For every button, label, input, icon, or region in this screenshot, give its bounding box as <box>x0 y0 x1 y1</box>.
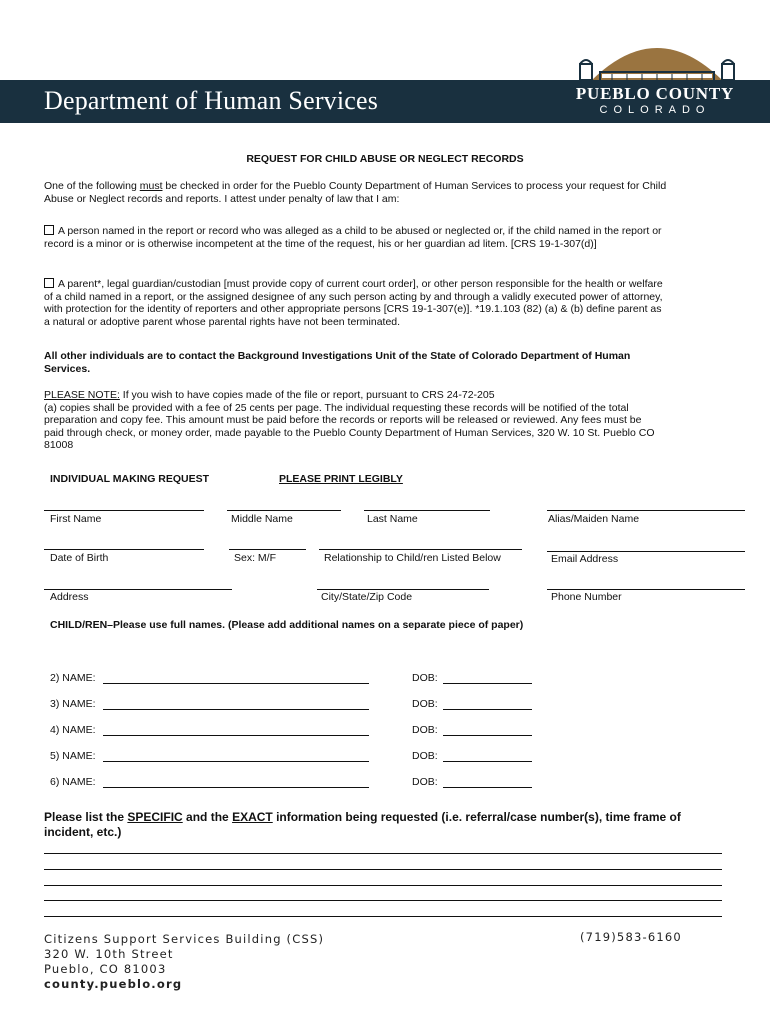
intro-text: One of the following must be checked in order for the Pueblo County Department of Human Services to process your request for Child Abuse or Neglect records and reports. I attest under penalty of law that I am: <box>44 180 667 205</box>
address-field[interactable] <box>44 589 232 590</box>
specific-info-line[interactable] <box>44 869 722 870</box>
child-dob-field[interactable] <box>443 735 532 736</box>
department-title: Department of Human Services <box>44 86 379 115</box>
footer-website[interactable]: county.pueblo.org <box>44 977 183 991</box>
city-label: City/State/Zip Code <box>321 591 413 603</box>
contact-note: All other individuals are to contact the Background Investigations Unit of the State of Colorado Department of Human Services. <box>44 350 631 375</box>
footer-phone: (719)583-6160 <box>580 930 682 944</box>
child-name-label: 5) NAME: <box>50 750 96 762</box>
logo-state: COLORADO <box>599 104 711 116</box>
child-row <box>50 698 550 714</box>
child-name-label: 3) NAME: <box>50 698 96 710</box>
individual-heading: INDIVIDUAL MAKING REQUEST <box>50 473 210 485</box>
children-heading: CHILD/REN–Please use full names. (Please add additional names on a separate piece of paper) <box>50 619 524 631</box>
specific-info-prompt: Please list the SPECIFIC and the EXACT information being requested (i.e. referral/case number(s), time frame of incident, etc.) <box>44 810 681 839</box>
specific-info-line[interactable] <box>44 853 722 854</box>
child-row <box>50 724 550 740</box>
option-parent-guardian: A parent*, legal guardian/custodian [must provide copy of current court order], or other person responsible for the health or welfare of a child named in a report, or the assigned designee of any such person acting by and through a validly executed power of attorney, with protection for the identity of reporters and other appropriate persons [CRS 19-1-307(e)]. *19.1.103 (82) (a) & (b) define parent as a natural or adoptive parent whose parental rights have not been terminated. <box>44 278 663 328</box>
first-name-label: First Name <box>50 513 102 525</box>
sex-label: Sex: M/F <box>234 552 277 564</box>
child-dob-field[interactable] <box>443 709 532 710</box>
form-title: REQUEST FOR CHILD ABUSE OR NEGLECT RECORDS <box>246 153 524 165</box>
relationship-field[interactable] <box>319 549 522 550</box>
alias-label: Alias/Maiden Name <box>548 513 640 525</box>
child-name-label: 4) NAME: <box>50 724 96 736</box>
option-guardian-ad-litem: A person named in the report or record who was alleged as a child to be abused or neglected or, if the child named in the report or record is a minor or is otherwise incompetent at the time of the request, his or her guardian ad litem. [CRS 19-1-307(d)] <box>44 225 662 250</box>
last-name-field[interactable] <box>364 510 490 511</box>
child-name-field[interactable] <box>103 761 369 762</box>
middle-name-field[interactable] <box>227 510 341 511</box>
footer-city: Pueblo, CO 81003 <box>44 962 167 976</box>
child-dob-field[interactable] <box>443 683 532 684</box>
first-name-field[interactable] <box>44 510 204 511</box>
city-field[interactable] <box>317 589 489 590</box>
child-row <box>50 750 550 766</box>
child-name-field[interactable] <box>103 787 369 788</box>
specific-info-line[interactable] <box>44 885 722 886</box>
child-dob-label: DOB: <box>412 750 438 762</box>
child-dob-field[interactable] <box>443 761 532 762</box>
phone-field[interactable] <box>547 589 745 590</box>
fee-note: PLEASE NOTE: If you wish to have copies made of the file or report, pursuant to CRS 24-72-205 (a) copies shall be provided with a fee of 25 cents per page. The individual requesting these records will be notified of the total preparation and copy fee. This amount must be paid before the records or reports will be released or reviewed. Any fees must be paid through check, or money order, made payable to the Pueblo County Department of Human Services, 320 W. 10 St. Pueblo CO 81008 <box>44 389 655 451</box>
child-dob-label: DOB: <box>412 776 438 788</box>
child-dob-label: DOB: <box>412 672 438 684</box>
alias-field[interactable] <box>547 510 745 511</box>
child-row <box>50 672 550 688</box>
address-label: Address <box>50 591 89 603</box>
dob-label: Date of Birth <box>50 552 109 564</box>
child-name-field[interactable] <box>103 683 369 684</box>
checkbox-parent-guardian[interactable] <box>44 278 54 288</box>
child-name-label: 2) NAME: <box>50 672 96 684</box>
checkbox-guardian-ad-litem[interactable] <box>44 225 54 235</box>
last-name-label: Last Name <box>367 513 418 525</box>
specific-info-line[interactable] <box>44 916 722 917</box>
print-legibly-heading: PLEASE PRINT LEGIBLY <box>279 473 403 485</box>
child-name-label: 6) NAME: <box>50 776 96 788</box>
phone-label: Phone Number <box>551 591 622 603</box>
child-dob-label: DOB: <box>412 698 438 710</box>
middle-name-label: Middle Name <box>231 513 293 525</box>
footer-address <box>44 932 324 992</box>
child-name-field[interactable] <box>103 709 369 710</box>
relationship-label: Relationship to Child/ren Listed Below <box>324 552 501 564</box>
child-row <box>50 776 550 792</box>
specific-info-line[interactable] <box>44 900 722 901</box>
footer-street: 320 W. 10th Street <box>44 947 174 961</box>
logo-name: PUEBLO COUNTY <box>575 84 735 103</box>
child-dob-label: DOB: <box>412 724 438 736</box>
child-dob-field[interactable] <box>443 787 532 788</box>
email-label: Email Address <box>551 553 619 565</box>
child-name-field[interactable] <box>103 735 369 736</box>
sex-field[interactable] <box>229 549 306 550</box>
email-field[interactable] <box>547 551 745 552</box>
dob-field[interactable] <box>44 549 204 550</box>
footer-building: Citizens Support Services Building (CSS) <box>44 932 325 946</box>
